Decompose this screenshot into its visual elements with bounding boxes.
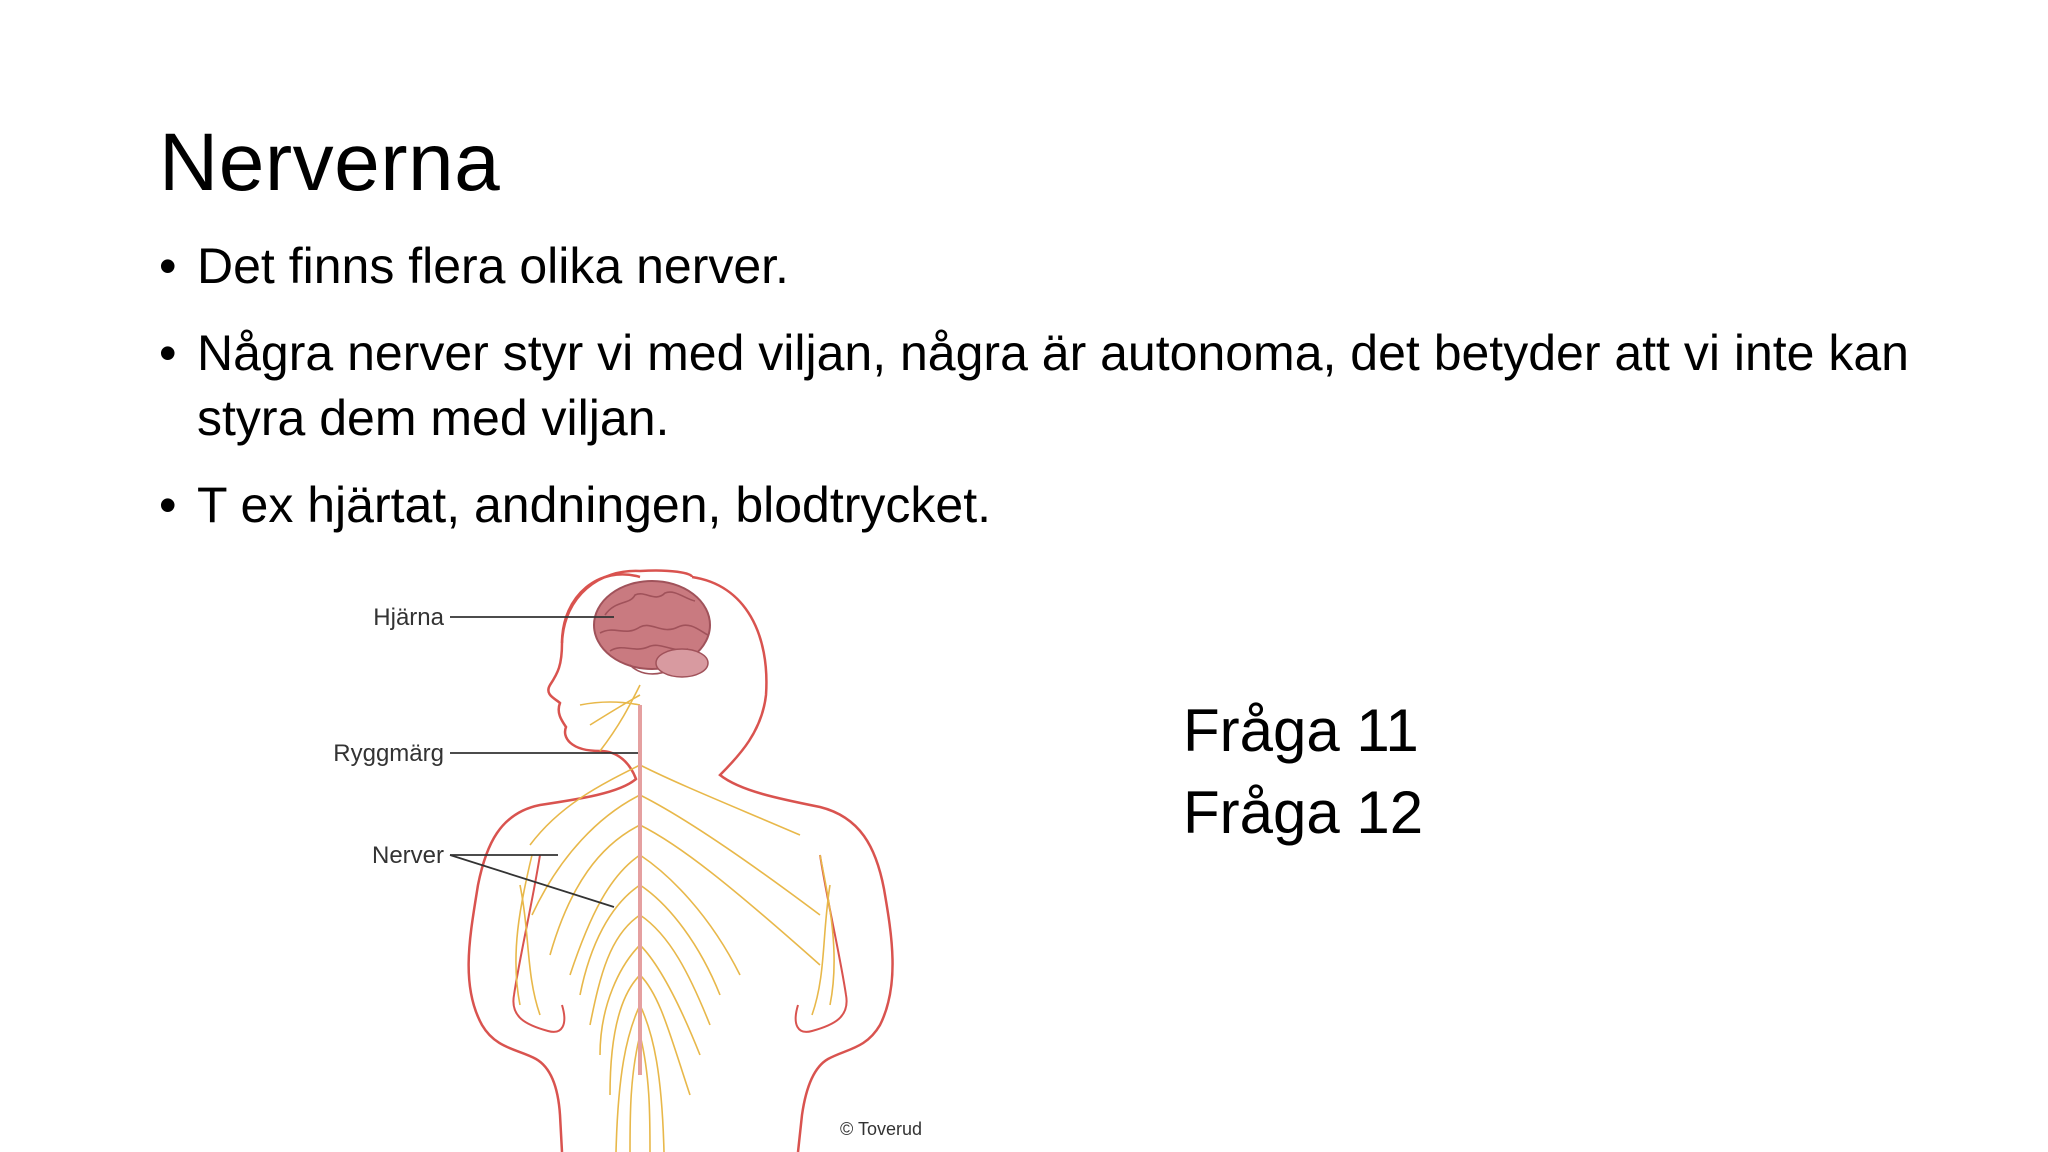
bullet-text: Det finns flera olika nerver.	[197, 238, 789, 294]
bullet-item	[159, 321, 1919, 451]
bullet-text: Några nerver styr vi med viljan, några är autonoma, det betyder att vi inte kan styra dem med viljan.	[197, 325, 1909, 446]
bullet-dot: •	[159, 325, 177, 381]
bullet-item	[159, 234, 1919, 299]
cerebellum	[656, 649, 708, 677]
label-nerves: Nerver	[371, 842, 444, 869]
arm-inner-right	[796, 855, 847, 1032]
nerve-network	[516, 685, 834, 1152]
bullet-item	[159, 473, 1919, 538]
question-item: Fråga 12	[1183, 779, 1424, 846]
bullet-dot: •	[159, 238, 177, 294]
bullet-list	[159, 234, 1919, 560]
question-list	[1183, 690, 1423, 854]
label-brain: Hjärna	[373, 604, 444, 631]
nervous-system-illustration	[300, 555, 980, 1152]
slide-title: Nerverna	[159, 117, 501, 208]
question-item: Fråga 11	[1183, 697, 1419, 764]
label-spinal-cord: Ryggmärg	[333, 740, 444, 767]
bullet-text: T ex hjärtat, andningen, blodtrycket.	[197, 477, 991, 533]
figure-credit: © Toverud	[840, 1119, 922, 1139]
nervous-system-svg	[300, 555, 980, 1152]
bullet-dot: •	[159, 477, 177, 533]
arm-inner-left	[513, 855, 564, 1032]
